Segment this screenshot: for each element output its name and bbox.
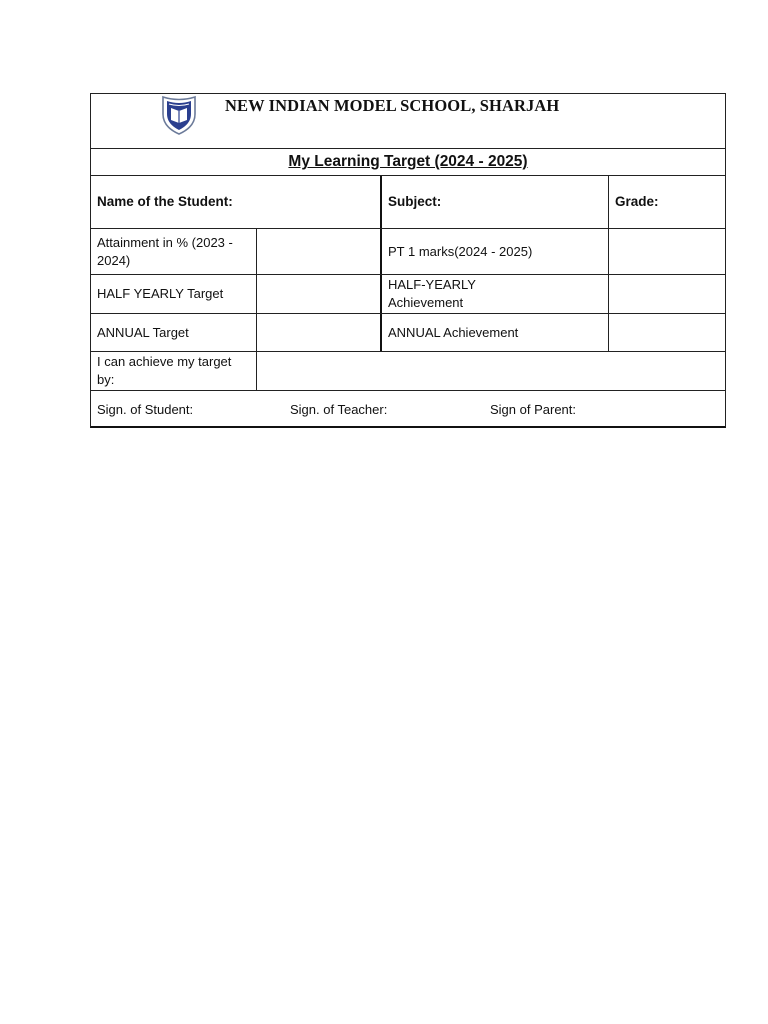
grade-field[interactable]: Grade: [608,176,725,228]
half-yearly-target-field[interactable] [256,275,380,313]
annual-achievement-label: ANNUAL Achievement [380,314,608,351]
half-yearly-target-label: HALF YEARLY Target [97,286,224,301]
student-name-field[interactable]: Name of the Student: [97,194,233,209]
student-info-row [91,175,725,228]
table-row [91,274,725,313]
achieve-target-row [91,351,725,390]
annual-achievement-field[interactable] [608,314,725,351]
learning-target-form [90,93,726,428]
pt1-marks-label: PT 1 marks(2024 - 2025) [380,229,608,274]
school-name: NEW INDIAN MODEL SCHOOL, SHARJAH [225,96,560,115]
form-title: My Learning Target (2024 - 2025) [288,153,528,170]
attainment-label: Attainment in % (2023 - 2024) [97,234,233,268]
half-yearly-achievement-field[interactable] [608,275,725,313]
form-title-row [91,148,725,175]
signature-row [91,390,725,427]
subject-field[interactable]: Subject: [380,176,608,228]
pt1-marks-value-field[interactable] [608,229,725,274]
school-header-row [91,94,725,148]
school-crest-shield-icon [159,94,199,136]
half-yearly-achievement-label: HALF-YEARLY Achievement [380,275,608,313]
student-signature-label: Sign. of Student: [97,401,194,417]
annual-target-label: ANNUAL Target [97,324,189,340]
attainment-value-field[interactable] [256,229,380,274]
achieve-target-field[interactable] [256,352,725,390]
teacher-signature-label: Sign. of Teacher: [290,401,388,417]
annual-target-field[interactable] [256,314,380,351]
achieve-target-label: I can achieve my target by: [97,354,232,387]
table-row [91,228,725,274]
table-row [91,313,725,351]
parent-signature-label: Sign of Parent: [490,401,576,417]
